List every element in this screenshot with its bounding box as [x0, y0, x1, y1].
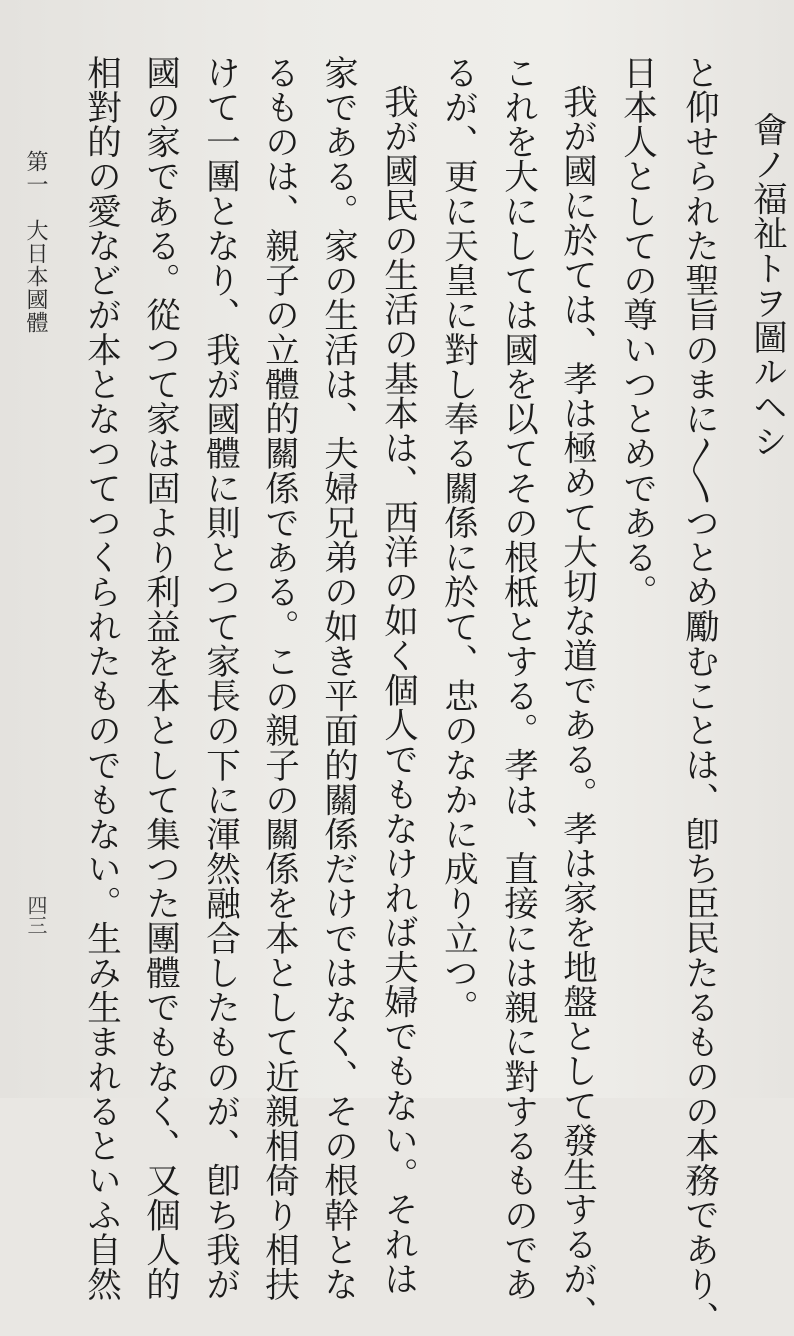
text-column-3: 日本人としての尊いつとめである。 — [616, 55, 657, 609]
running-head: 第一 大日本國體 — [23, 150, 48, 334]
text-column-7: 我が國民の生活の基本は、西洋の如く個人でもなければ夫婦でもない。それは — [377, 84, 418, 1296]
text-column-1: 會ノ福祉トヲ圖ルヘシ — [746, 112, 787, 459]
text-column-8: 家である。家の生活は、夫婦兄弟の如き平面的關係だけではなく、その根幹とな — [317, 55, 358, 1302]
text-column-12: 相對的の愛などが本となつてつくられたものでもない。生み生まれるといふ自然 — [80, 55, 121, 1302]
text-column-10: けて一團となり、我が國體に則とつて家長の下に渾然融合したものが、卽ち我が — [199, 55, 240, 1302]
page-number: 四三 — [24, 895, 48, 935]
text-column-6: るが、更に天皇に對し奉る關係に於て、忠のなかに成り立つ。 — [437, 55, 478, 1025]
text-column-9: るものは、親子の立體的關係である。この親子の關係を本として近親相倚り相扶 — [258, 55, 299, 1302]
text-column-5: これを大にしては國を以てその根柢とする。孝は、直接には親に對するものであ — [497, 55, 538, 1302]
text-column-11: 國の家である。從つて家は固より利益を本として集つた團體でもなく、又個人的 — [139, 55, 180, 1302]
text-column-4: 我が國に於ては、孝は極めて大切な道である。孝は家を地盤として發生するが、 — [556, 84, 597, 1331]
text-column-2: と仰せられた聖旨のまに〱つとめ勵むことは、卽ち臣民たるものの本務であり、 — [678, 55, 719, 1336]
